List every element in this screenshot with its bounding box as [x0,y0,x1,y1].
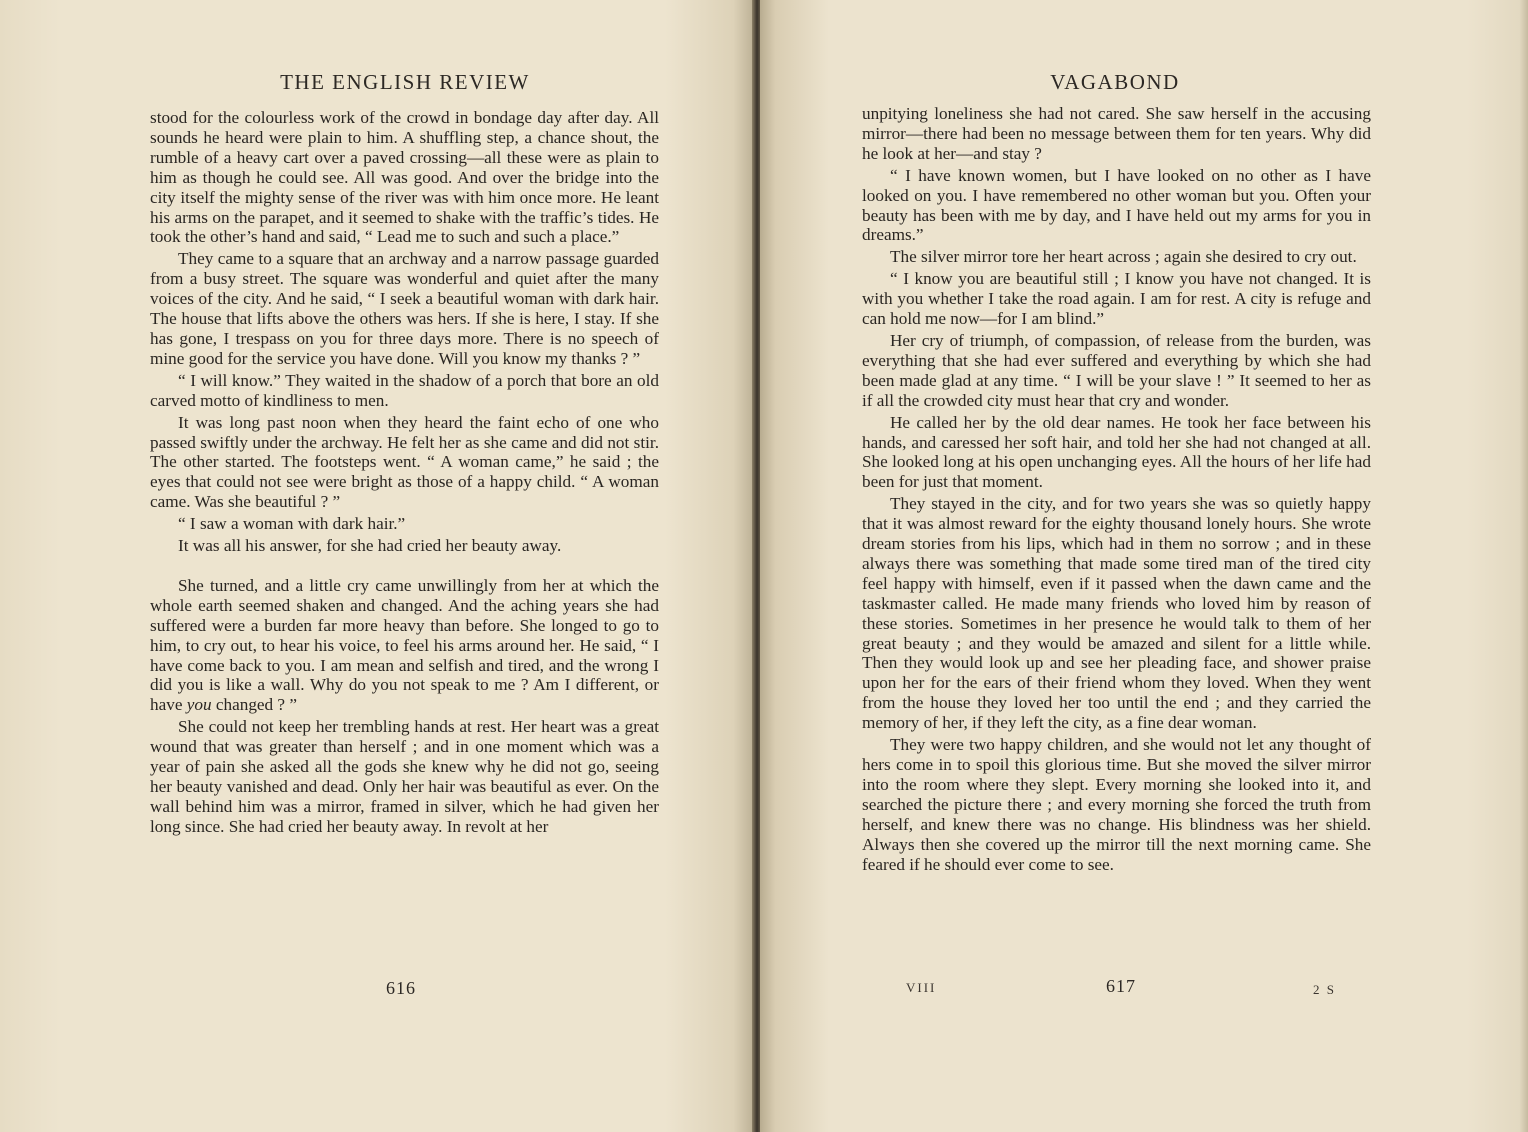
paragraph-text: She turned, and a little cry came unwillingly from her at which the whole earth seemed shaken and changed. And the aching years she had suffered were a burden far more heavy than before. She longed to go to him, to cry out, to hear his voice, to feel his arms around her. He said, “ I have come back to you. I am mean and selfish and tired, and the wrong I did you is like a wall. Why do you not speak to me ? Am I different, or have [150,575,659,715]
paragraph: “ I know you are beautiful still ; I know you have not changed. It is with you whether I take the road again. I am for rest. A city is refuge and can hold me now—for I am blind.” [862,269,1371,329]
right-page-body [862,104,1371,876]
paragraph: “ I will know.” They waited in the shadow of a porch that bore an old carved motto of kindliness to men. [150,370,659,410]
paragraph: It was long past noon when they heard the faint echo of one who passed swiftly under the archway. He felt her as she came and did not stir. The other started. The footsteps went. “ A woman came,” he said ; the eyes that could not see were bright as those of a happy child. “ A woman came. Was she beautiful ? ” [150,412,659,512]
page-right-edge [1520,0,1528,1132]
paragraph: She could not keep her trembling hands at rest. Her heart was a great wound that was greater than herself ; and in one moment which was a year of pain she asked all the gods she knew why he did not go, seeing her beauty vanished and dead. Only her hair was beautiful as ever. On the wall behind him was a mirror, framed in silver, which he had given her long since. She had cried her beauty away. In revolt at her [150,717,659,836]
paragraph: They were two happy children, and she would not let any thought of hers come in to spoil this glorious time. But she moved the silver mirror into the room where they slept. Every morning she looked into it, and searched the picture there ; and every morning she forced the truth from herself, and knew there was no change. His blindness was her shield. Always then she covered up the mirror till the next morning came. She feared if he should ever come to see. [862,735,1371,874]
paragraph: He called her by the old dear names. He took her face between his hands, and caressed her soft hair, and told her she had not changed at all. She looked long at his open unchanging eyes. All the hours of her life had been for just that moment. [862,412,1371,492]
italic-word: you [186,695,212,715]
paragraph: stood for the colourless work of the crowd in bondage day after day. All sounds he heard were plain to him. A shuffling step, a chance shout, the rumble of a heavy cart over a paved crossing—all these were as plain to him as though he could see. All was good. And over the bridge into the city itself the mighty sense of the river was with him once more. He leant his arms on the parapet, and it seemed to shake with the traffic’s tides. He took the other’s hand and said, “ Lead me to such and such a place.” [150,108,659,247]
paragraph-text-end: changed ? ” [211,695,297,715]
paragraph: They came to a square that an archway and a narrow passage guarded from a busy street. The square was wonderful and quiet after the many voices of the city. And he said, “ I seek a beautiful woman with dark hair. The house that lifts above the others was hers. If she is here, I stay. If she has gone, I trespass on you for three days more. There is no speech of mine good for the service you have done. Will you know my thanks ? ” [150,249,659,368]
paragraph: Her cry of triumph, of compassion, of release from the burden, was everything that she had ever suffered and everything by which she had been made glad at any time. “ I will be your slave ! ” It seemed to her as if all the crowded city must hear that cry and wonder. [862,330,1371,410]
page-number-left: 616 [386,978,416,998]
paragraph: The silver mirror tore her heart across ; again she desired to cry out. [890,247,1357,267]
paragraph: It was all his answer, for she had cried her beauty away. [178,536,562,556]
paragraph: “ I have known women, but I have looked on no other as I have looked on you. I have remembered no other woman but you. Often your beauty has been with me by day, and I have held out my arms for you in dreams.” [862,165,1371,245]
left-page-body [150,108,659,839]
running-head-right: VAGABOND [1050,70,1180,94]
signature-mark-right: 2 S [1313,982,1336,997]
running-head-left: THE ENGLISH REVIEW [280,70,530,94]
page-number-right: 617 [1106,976,1136,996]
left-page [0,0,756,1132]
paragraph: unpitying loneliness she had not cared. She saw herself in the accusing mirror—there had been no message between them for ten years. Why did he look at her—and stay ? [862,104,1371,163]
signature-mark-left: VIII [906,980,937,995]
paragraph: “ I saw a woman with dark hair.” [178,514,406,534]
paragraph [150,576,659,715]
paragraph: They stayed in the city, and for two years she was so quietly happy that it was almost reward for the eighty thousand lonely hours. She wrote dream stories from his lips, which had in them no sorrow ; and in these always there was something that made some tired man of the tired city feel happy with himself, even if it passed when the dawn came and the taskmaster called. He made many friends who loved him by reason of these stories. Sometimes in her presence he would talk to them of her great beauty ; and they would be amazed and silent for a little while. Then they would look up and see her pleading face, and shower praise upon her for the ears of their friend whom they loved. When they went from the house they loved her too until the end ; and they carried the memory of her, if they left the city, as a fine dear woman. [862,494,1371,733]
